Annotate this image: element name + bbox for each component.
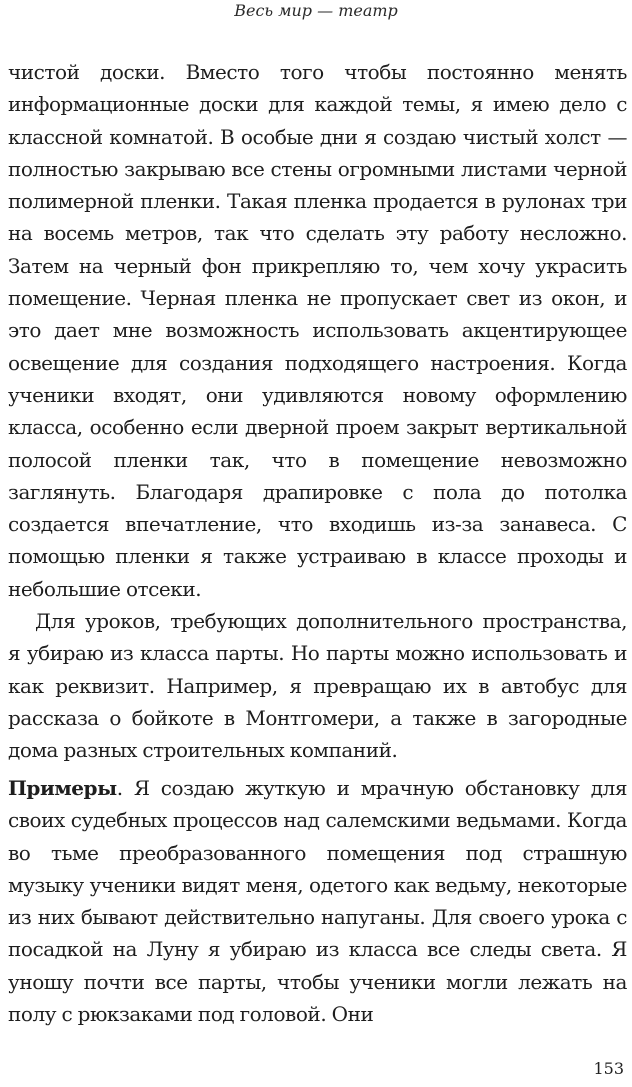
page-number: 153 [593,1059,624,1078]
body-text-examples [8,772,627,1030]
paragraph-continuation: чистой доски. Вместо того чтобы постоянно менять информационные доски для каждой темы, я имею дело с классной комнатой. В особые дни я создаю чистый холст — полностью закрываю все стены огромными листами черной полимерной пленки. Такая пленка продается в рулонах три на восемь метров, так что сделать эту работу несложно. Затем на черный фон прикрепляю то, чем хочу украсить помещение. Черная пленка не пропускает свет из окон, и это дает мне возможность использовать акцентирующее освещение для создания подходящего настроения. Когда ученики входят, они удивляются новому оформлению класса, особенно если дверной проем закрыт вертикальной полосой пленки так, что в помещение невозможно заглянуть. Благодаря драпировке с пола до потолка создается впечатление, что входишь из-за занавеса. С помощью пленки я также устраиваю в классе проходы и небольшие отсеки. [8,60,627,601]
paragraph-examples [8,772,627,1030]
paragraph-desks: Для уроков, требующих дополнительного пространства, я убираю из класса парты. Но парты можно использовать и как реквизит. Например, я превращаю их в автобус для рассказа о бойкоте в Монтгомери, а также в загородные дома разных строительных компаний. [8,609,627,763]
body-text-top [8,56,627,767]
examples-text: . Я создаю жуткую и мрачную обстановку для своих судебных процессов над салемскими ведьмами. Когда во тьме преобразованного помещения под страшную музыку ученики видят меня, одетого как ведьму, некоторые из них бывают действительно напуганы. Для своего урока с посадкой на Луну я убираю из класса все следы света. Я уношу почти все парты, чтобы ученики могли лежать на полу с рюкзаками под головой. Они [8,776,627,1027]
run-in-heading: Примеры [8,776,117,800]
running-header: Весь мир — театр [234,1,398,20]
